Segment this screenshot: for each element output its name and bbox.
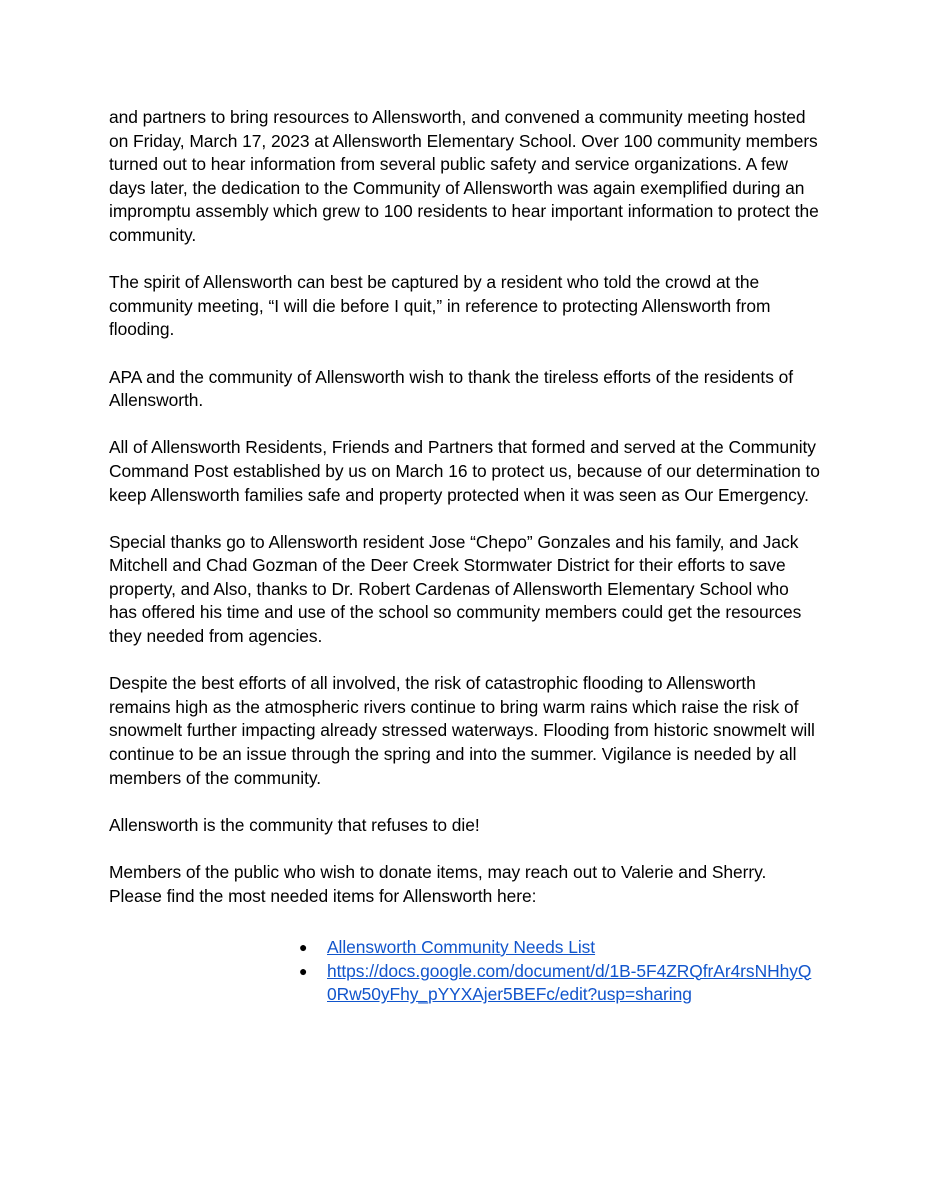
paragraph-partners-meeting: and partners to bring resources to Allensworth, and convened a community meeting hosted on Friday, March 17, 2023 at Allensworth Elementary School. Over 100 community members turned out to hear information from several public safety and service organizations. A few days later, the dedication to the Community of Allensworth was again exemplified during an impromptu assembly which grew to 100 residents to hear important information to protect the community.: [109, 107, 819, 245]
paragraph-refuses-to-die: Allensworth is the community that refuses to die!: [109, 814, 480, 835]
paragraph-donate-items: Members of the public who wish to donate items, may reach out to Valerie and Sherry. Please find the most needed items for Allensworth here:: [109, 862, 767, 906]
google-doc-link[interactable]: https://docs.google.com/document/d/1B-5F4ZRQfrAr4rsNHhyQ0Rw50yFhy_pYYXAjer5BEFc/edit?usp=sharing: [327, 960, 812, 1005]
document-body: [109, 106, 821, 1005]
paragraph-flood-risk: Despite the best efforts of all involved, the risk of catastrophic flooding to Allensworth remains high as the atmospheric rivers continue to bring warm rains which raise the risk of snowmelt further impacting already stressed waterways. Flooding from historic snowmelt will continue to be an issue through the spring and into the summer. Vigilance is needed by all members of the community.: [109, 673, 815, 788]
needs-links-list: [299, 936, 819, 1007]
list-item: [299, 936, 819, 960]
list-item: [299, 960, 819, 1007]
paragraph-command-post: All of Allensworth Residents, Friends and Partners that formed and served at the Community Command Post established by us on March 16 to protect us, because of our determination to keep Allensworth families safe and property protected when it was seen as Our Emergency.: [109, 437, 820, 505]
bullet-icon: ●: [299, 962, 308, 979]
paragraph-thanks-residents: APA and the community of Allensworth wish to thank the tireless efforts of the residents of Allensworth.: [109, 366, 794, 411]
needs-list-link[interactable]: Allensworth Community Needs List: [327, 937, 596, 957]
paragraph-spirit-quote: The spirit of Allensworth can best be captured by a resident who told the crowd at the community meeting, “I will die before I quit,” in reference to protecting Allensworth from flooding.: [109, 272, 771, 340]
bullet-icon: ●: [299, 939, 308, 955]
paragraph-special-thanks: Special thanks go to Allensworth resident Jose “Chepo” Gonzales and his family, and Jack Mitchell and Chad Gozman of the Deer Creek Stormwater District for their efforts to save property, and Also, thanks to Dr. Robert Cardenas of Allensworth Elementary School who has offered his time and use of the school so community members could get the resources they needed from agencies.: [109, 531, 802, 647]
